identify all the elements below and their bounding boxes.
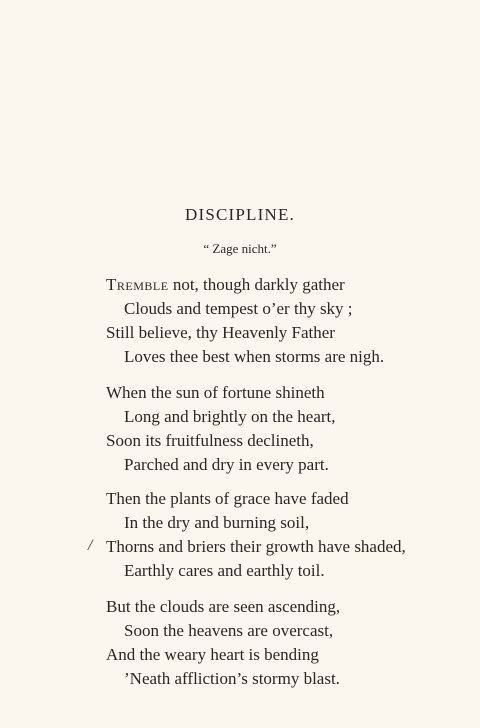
poem-line — [106, 275, 345, 295]
poem-line: Then the plants of grace have faded — [106, 489, 349, 508]
poem-line: Earthly cares and earthly toil. — [124, 561, 325, 580]
first-line-rest: not, though darkly gather — [168, 275, 345, 294]
poem-line: In the dry and burning soil, — [124, 513, 310, 532]
margin-pencil-mark: / — [88, 537, 93, 554]
poem-title: DISCIPLINE. — [184, 205, 295, 224]
poem-line: Parched and dry in every part. — [124, 455, 329, 474]
poem-line: When the sun of fortune shineth — [106, 383, 325, 402]
poem-epigraph: “ Zage nicht.” — [203, 241, 277, 256]
poem-line: Clouds and tempest o’er thy sky ; — [124, 299, 353, 318]
poem-line: Still believe, thy Heavenly Father — [106, 323, 335, 342]
poem-line: But the clouds are seen ascending, — [106, 597, 341, 616]
first-word: Tremble — [106, 275, 169, 294]
poem-line: Soon its fruitfulness declineth, — [106, 431, 314, 450]
poem-line: Soon the heavens are overcast, — [124, 621, 334, 640]
poem-line: Loves thee best when storms are nigh. — [124, 347, 385, 366]
poem-line: Long and brightly on the heart, — [124, 407, 336, 426]
poem-line: And the weary heart is bending — [106, 645, 319, 664]
poem-line: Thorns and briers their growth have shaded, — [106, 537, 406, 556]
poem-line: ’Neath affliction’s stormy blast. — [124, 669, 340, 688]
